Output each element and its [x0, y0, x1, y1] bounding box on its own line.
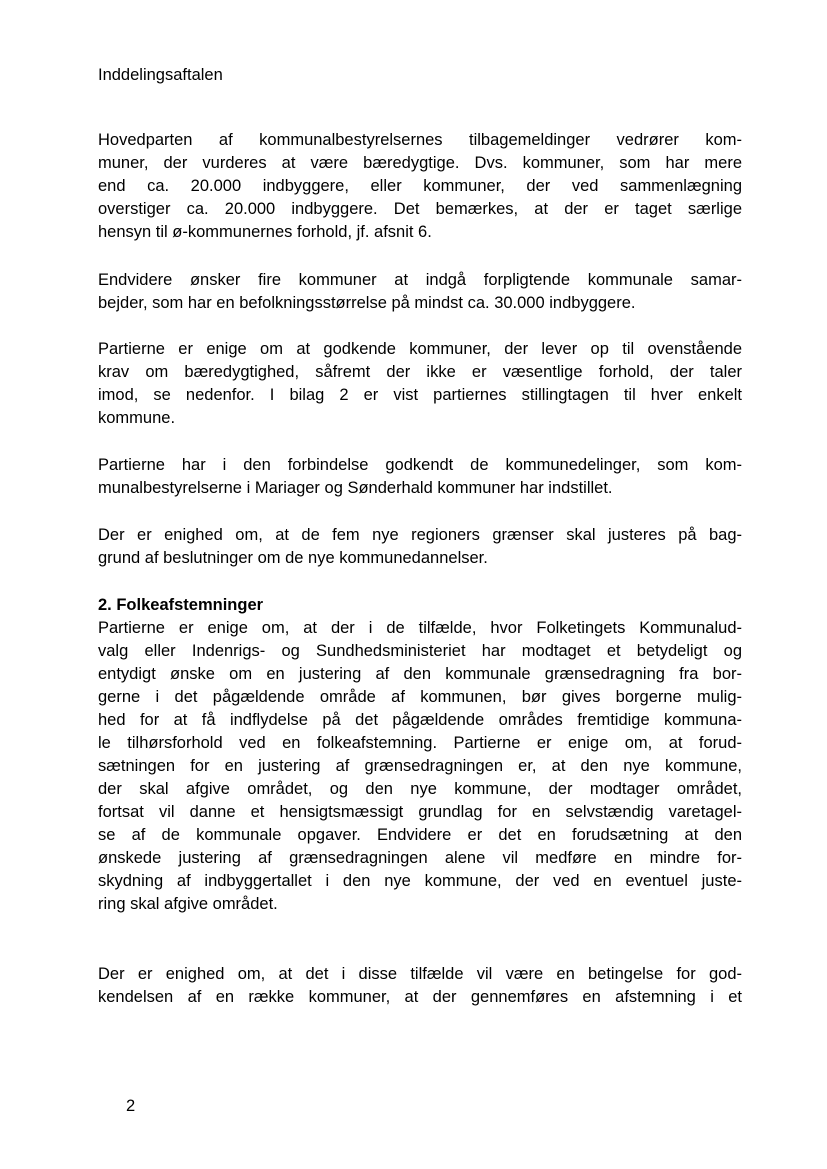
- text-line: se af de kommunale opgaver. Endvidere er det en forudsætning at den: [98, 826, 742, 844]
- text-line: Partierne er enige om, at der i de tilfælde, hvor Folketingets Kommunalud-: [98, 619, 742, 637]
- text-line: Partierne har i den forbindelse godkendt de kommunedelinger, som kom-: [98, 456, 742, 474]
- text-line: Hovedparten af kommunalbestyrelsernes tilbagemeldinger vedrører kom-: [98, 131, 742, 149]
- text-line: bejder, som har en befolkningsstørrelse på mindst ca. 30.000 indbyggere.: [98, 294, 636, 312]
- text-line: entydigt ønske om en justering af den kommunale grænsedragning fra bor-: [98, 665, 742, 683]
- paragraph-afstemning-betingelse: [98, 963, 742, 1009]
- text-line: grund af beslutninger om de nye kommunedannelser.: [98, 549, 488, 567]
- text-line: valg eller Indenrigs- og Sundhedsministeriet har modtaget et betydeligt og: [98, 642, 742, 660]
- text-line: Endvidere ønsker fire kommuner at indgå forpligtende kommunale samar-: [98, 271, 742, 289]
- text-line: end ca. 20.000 indbyggere, eller kommuner, der ved sammenlægning: [98, 177, 742, 195]
- text-line: kommune.: [98, 409, 176, 427]
- text-line: kendelsen af en række kommuner, at der gennemføres en afstemning i et: [98, 988, 742, 1006]
- text-line: ring skal afgive området.: [98, 895, 278, 913]
- text-line: hensyn til ø-kommunernes forhold, jf. afsnit 6.: [98, 223, 432, 241]
- text-line: imod, se nedenfor. I bilag 2 er vist partiernes stillingtagen til hver enkelt: [98, 386, 742, 404]
- text-line: Der er enighed om, at det i disse tilfælde vil være en betingelse for god-: [98, 965, 742, 983]
- text-line: ønskede justering af grænsedragningen alene vil medføre en mindre for-: [98, 849, 742, 867]
- text-line: fortsat vil danne et hensigtsmæssigt grundlag for en selvstændig varetagel-: [98, 803, 742, 821]
- paragraph-godkendelse: [98, 338, 742, 430]
- text-line: krav om bæredygtighed, såfremt der ikke er væsentlige forhold, der taler: [98, 363, 742, 381]
- running-header: Inddelingsaftalen: [98, 66, 223, 84]
- paragraph-samarbejder: [98, 269, 742, 315]
- text-line: overstiger ca. 20.000 indbyggere. Det bemærkes, at der er taget særlige: [98, 200, 742, 218]
- page-number: 2: [126, 1097, 136, 1115]
- text-line: Der er enighed om, at de fem nye regioners grænser skal justeres på bag-: [98, 526, 742, 544]
- section-folkeafstemninger: [98, 594, 742, 916]
- text-line: der skal afgive området, og den nye kommune, der modtager området,: [98, 780, 742, 798]
- text-line: muner, der vurderes at være bæredygtige. Dvs. kommuner, som har mere: [98, 154, 742, 172]
- text-line: hed for at få indflydelse på det pågældende områdes fremtidige kommuna-: [98, 711, 742, 729]
- text-line: gerne i det pågældende område af kommunen, bør gives borgerne mulig-: [98, 688, 742, 706]
- paragraph-kommunedelinger: [98, 454, 742, 500]
- text-line: le tilhørsforhold ved en folkeafstemning. Partierne er enige om, at forud-: [98, 734, 742, 752]
- text-line: Partierne er enige om at godkende kommuner, der lever op til ovenstående: [98, 340, 742, 358]
- section-heading: 2. Folkeafstemninger: [98, 596, 264, 614]
- text-line: munalbestyrelserne i Mariager og Sønderhald kommuner har indstillet.: [98, 479, 613, 497]
- text-line: sætningen for en justering af grænsedragningen er, at den nye kommune,: [98, 757, 742, 775]
- text-line: skydning af indbyggertallet i den nye kommune, der ved en eventuel juste-: [98, 872, 742, 890]
- paragraph-regionsgraenser: [98, 524, 742, 570]
- paragraph-bæredygtige-kommuner: [98, 129, 742, 244]
